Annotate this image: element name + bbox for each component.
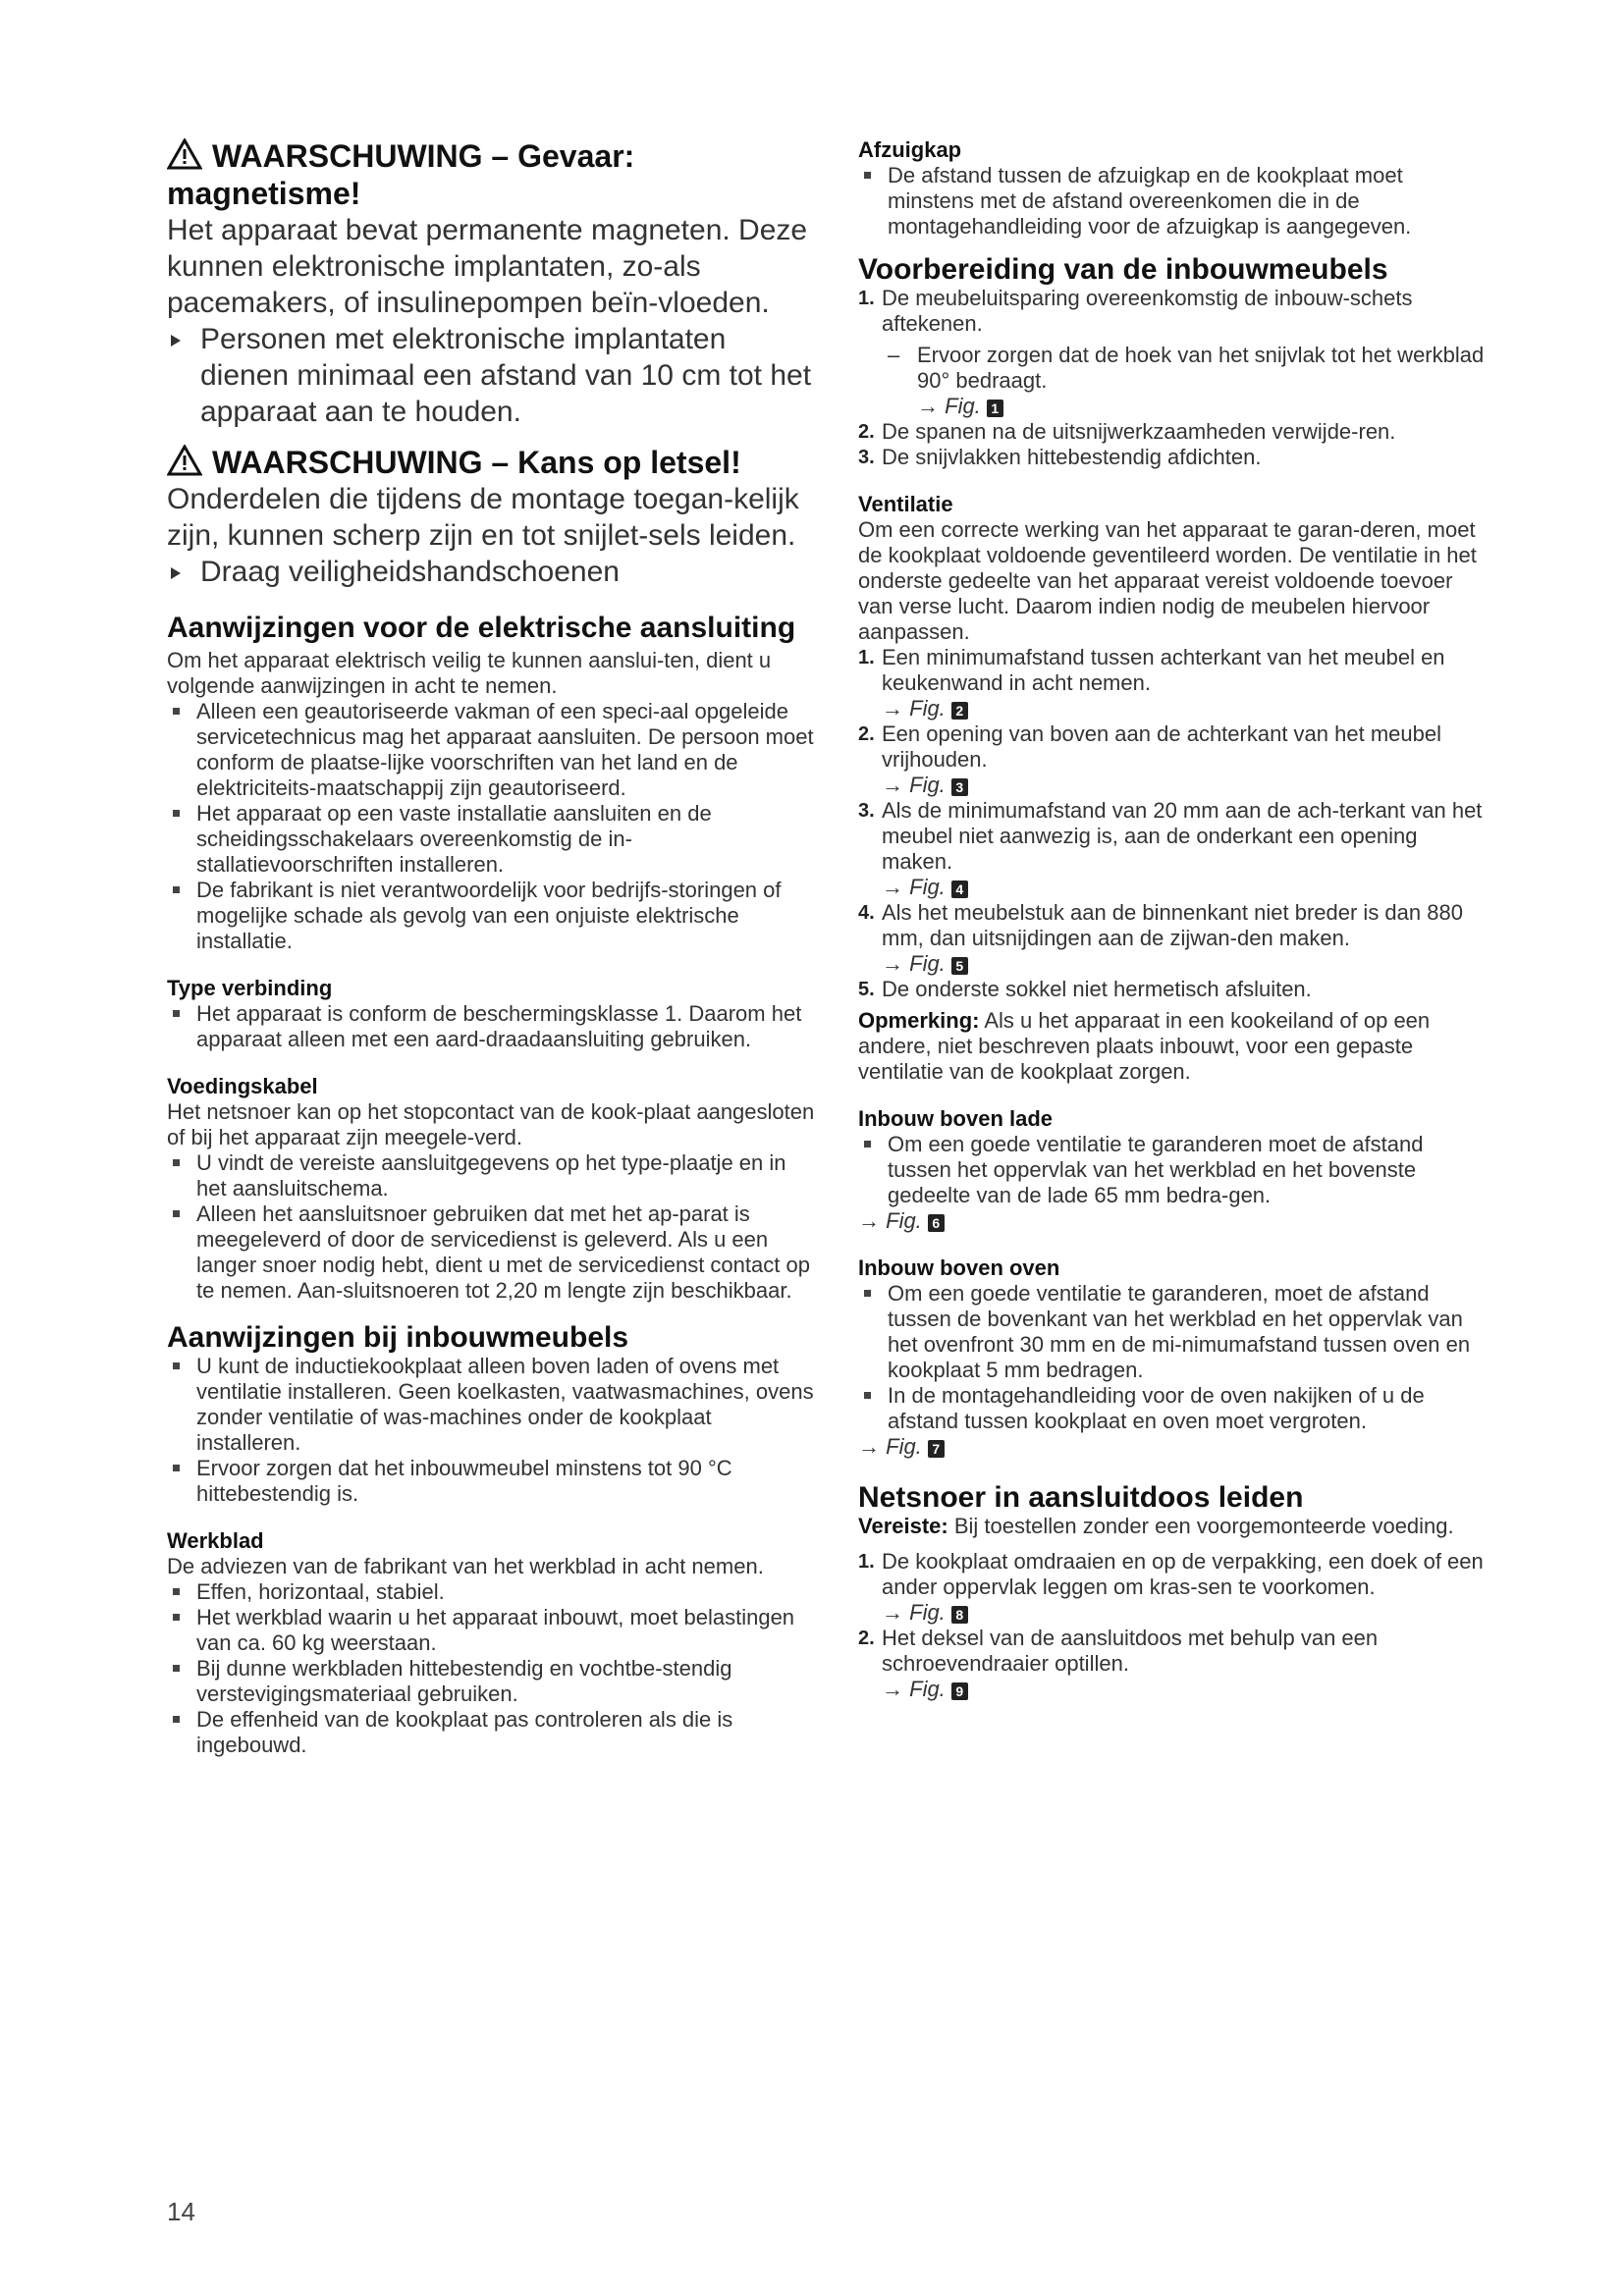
prep-steps xyxy=(858,286,1487,337)
figure-number-badge: 3 xyxy=(951,778,968,796)
power-cable-intro: Het netsnoer kan op het stopcontact van de kook-plaat aangesloten of bij het apparaat zijn meegele-verd. xyxy=(167,1099,815,1149)
fig-ref: → Fig. 8 xyxy=(882,1600,1487,1626)
cable-requirement: Vereiste: Bij toestellen zonder een voorgemonteerde voeding. xyxy=(858,1514,1454,1538)
list-item: 5. De onderste sokkel niet hermetisch afsluiten. xyxy=(858,977,1312,1001)
list-item: 3. Als de minimumafstand van 20 mm aan de ach-terkant van het meubel niet aanwezig is, aan de onderkant een opening maken. → Fig. 4 xyxy=(858,798,1487,900)
electrical-heading: Aanwijzingen voor de elektrische aansluiting xyxy=(167,612,796,644)
electrical-intro: Om het apparaat elektrisch veilig te kunnen aanslui-ten, dient u volgende aanwijzingen in acht te nemen. xyxy=(167,648,772,698)
action-arrow-icon xyxy=(171,567,181,579)
fig-ref: → Fig. 2 xyxy=(882,696,1487,721)
fig-ref: → Fig. 4 xyxy=(882,875,1487,900)
fig-ref: → Fig. 5 xyxy=(882,951,1487,977)
list-item: De afstand tussen de afzuigkap en de kookplaat moet minstens met de afstand overeenkomen die in de montagehandleiding voor de afzuigkap is aangegeven. xyxy=(858,163,1487,240)
cabinets-list xyxy=(167,1354,817,1507)
warning-injury-action: Draag veiligheidshandschoenen xyxy=(167,554,817,590)
figure-number-badge: 7 xyxy=(928,1440,945,1458)
list-item: Om een goede ventilatie te garanderen, moet de afstand tussen de bovenkant van het werkblad en het oppervlak van het ovenfront 30 mm en de mi-nimumafstand tussen oven en kookplaat 5 mm bedragen. xyxy=(858,1281,1487,1383)
action-arrow-icon xyxy=(171,335,181,347)
list-item: Effen, horizontaal, stabiel. xyxy=(167,1579,817,1605)
list-item: U kunt de inductiekookplaat alleen boven laden of ovens met ventilatie installeren. Geen koelkasten, vaatwasmachines, ovens zonder ventilatie of was-machines onder de kookplaat installeren. xyxy=(167,1354,817,1456)
warning-magnetism-action: Personen met elektronische implantaten dienen minimaal een afstand van 10 cm tot het apparaat aan te houden. xyxy=(167,321,817,430)
warning-magnetism-title: WAARSCHUWING – Gevaar: magnetisme! xyxy=(167,138,635,211)
electrical-list xyxy=(167,699,817,954)
drawer-heading: Inbouw boven lade xyxy=(858,1106,1054,1131)
power-cable-heading: Voedingskabel xyxy=(167,1074,318,1098)
prep-dash-item: – Ervoor zorgen dat de hoek van het snijvlak tot het werkblad 90° bedraagt. xyxy=(888,343,1485,393)
fig-ref: → Fig. 6 xyxy=(858,1208,1487,1234)
list-item: 4. Als het meubelstuk aan de binnenkant niet breder is dan 880 mm, dan uitsnijdingen aan de zijwan-den maken. → Fig. 5 xyxy=(858,900,1487,977)
list-item: 2. Het deksel van de aansluitdoos met behulp van een schroevendraaier optillen. → Fig. 9 xyxy=(858,1626,1487,1702)
power-cable-list xyxy=(167,1150,817,1304)
list-item: De fabrikant is niet verantwoordelijk voor bedrijfs-storingen of mogelijke schade als gevolg van een onjuiste elektrische installatie. xyxy=(167,878,817,954)
oven-list xyxy=(858,1281,1487,1434)
prep-steps-2 xyxy=(858,419,1487,470)
list-item: In de montagehandleiding voor de oven nakijken of u de afstand tussen kookplaat en oven moet vergroten. xyxy=(858,1383,1487,1434)
left-column xyxy=(167,137,817,1758)
list-item: Ervoor zorgen dat het inbouwmeubel minstens tot 90 °C hittebestendig is. xyxy=(167,1456,817,1507)
figure-number-badge: 4 xyxy=(951,881,968,898)
ventilation-note: Opmerking: Als u het apparaat in een kookeiland of op een andere, niet beschreven plaats inbouwt, voor een gepaste ventilatie van de kookplaat zorgen. xyxy=(858,1008,1431,1084)
figure-number-badge: 6 xyxy=(928,1214,945,1232)
fig-ref: → Fig. 1 xyxy=(858,394,1487,419)
ventilation-intro: Om een correcte werking van het apparaat te garan-deren, moet de kookplaat voldoende geventileerd worden. De ventilatie in het onderste gedeelte van het apparaat vereist voldoende toevoer van verse lucht. Daarom indien nodig de meubelen hiervoor aanpassen. xyxy=(858,517,1477,644)
cable-heading: Netsnoer in aansluitdoos leiden xyxy=(858,1481,1304,1514)
right-column xyxy=(858,137,1487,1702)
connection-type-list xyxy=(167,1001,817,1052)
list-item: Het apparaat op een vaste installatie aansluiten en de scheidingsschakelaars overeenkomstig de in-stallatievoorschriften installeren. xyxy=(167,801,817,878)
list-item: 1. De meubeluitsparing overeenkomstig de inbouw-schets aftekenen. xyxy=(858,286,1413,336)
warning-magnetism-body: Het apparaat bevat permanente magneten. Deze kunnen elektronische implantaten, zo-als pacemakers, of insulinepompen beïn-vloeden. xyxy=(167,214,808,319)
worktop-heading: Werkblad xyxy=(167,1528,264,1553)
warning-injury-title: WAARSCHUWING – Kans op letsel! xyxy=(167,444,817,481)
list-item: Om een goede ventilatie te garanderen moet de afstand tussen het oppervlak van het werkblad en het bovenste gedeelte van de lade 65 mm bedra-gen. xyxy=(858,1132,1487,1208)
figure-number-badge: 2 xyxy=(951,702,968,720)
list-item: 3. De snijvlakken hittebestendig afdichten. xyxy=(858,445,1262,469)
list-item: 1. De kookplaat omdraaien en op de verpakking, een doek of een ander oppervlak leggen om kras-sen te voorkomen. → Fig. 8 xyxy=(858,1549,1487,1626)
list-item: 2. De spanen na de uitsnijwerkzaamheden verwijde-ren. xyxy=(858,419,1396,444)
list-item: De effenheid van de kookplaat pas controleren als die is ingebouwd. xyxy=(167,1707,817,1758)
page-number: 14 xyxy=(167,2197,195,2226)
hood-heading: Afzuigkap xyxy=(858,137,962,162)
warning-injury-body: Onderdelen die tijdens de montage toegan-kelijk zijn, kunnen scherp zijn en tot snijlet-sels leiden. xyxy=(167,483,799,552)
hood-list xyxy=(858,163,1487,240)
ventilation-steps xyxy=(858,645,1487,1002)
fig-ref: → Fig. 9 xyxy=(882,1677,1487,1702)
figure-number-badge: 5 xyxy=(951,957,968,975)
cabinets-heading: Aanwijzingen bij inbouwmeubels xyxy=(167,1321,629,1354)
fig-ref: → Fig. 3 xyxy=(882,773,1487,798)
list-item: Het werkblad waarin u het apparaat inbouwt, moet belastingen van ca. 60 kg weerstaan. xyxy=(167,1605,817,1656)
prep-heading: Voorbereiding van de inbouwmeubels xyxy=(858,253,1388,286)
worktop-intro: De adviezen van de fabrikant van het werkblad in acht nemen. xyxy=(167,1554,764,1578)
fig-ref: → Fig. 7 xyxy=(858,1434,1487,1460)
drawer-list xyxy=(858,1132,1487,1208)
oven-heading: Inbouw boven oven xyxy=(858,1255,1060,1280)
warning-triangle-icon xyxy=(167,138,202,170)
list-item: 2. Een opening van boven aan de achterkant van het meubel vrijhouden. → Fig. 3 xyxy=(858,721,1487,798)
list-item: 1. Een minimumafstand tussen achterkant van het meubel en keukenwand in acht nemen. → Fig. 2 xyxy=(858,645,1487,721)
list-item: Alleen een geautoriseerde vakman of een speci-aal opgeleide servicetechnicus mag het apparaat aansluiten. De persoon moet conform de plaatse-lijke voorschriften van het land en de elektriciteits-maatschappij zijn geautoriseerd. xyxy=(167,699,817,801)
ventilation-heading: Ventilatie xyxy=(858,492,953,516)
warning-triangle-icon xyxy=(167,445,202,476)
worktop-list xyxy=(167,1579,817,1758)
connection-type-heading: Type verbinding xyxy=(167,976,333,1000)
list-item: Het apparaat is conform de beschermingsklasse 1. Daarom het apparaat alleen met een aard-draadaansluiting gebruiken. xyxy=(167,1001,817,1052)
figure-number-badge: 8 xyxy=(951,1606,968,1624)
figure-number-badge: 9 xyxy=(951,1682,968,1700)
list-item: U vindt de vereiste aansluitgegevens op het type-plaatje en in het aansluitschema. xyxy=(167,1150,817,1201)
cable-steps xyxy=(858,1549,1487,1702)
list-item: Alleen het aansluitsnoer gebruiken dat met het ap-parat is meegeleverd of door de servicedienst is geleverd. Als u een langer snoer nodig hebt, dient u met de servicedienst contact op te nemen. Aan-sluitsnoeren tot 2,20 m lengte zijn beschikbaar. xyxy=(167,1201,817,1304)
figure-number-badge: 1 xyxy=(987,400,1003,417)
list-item: Bij dunne werkbladen hittebestendig en vochtbe-stendig verstevigingsmateriaal gebruiken. xyxy=(167,1656,817,1707)
